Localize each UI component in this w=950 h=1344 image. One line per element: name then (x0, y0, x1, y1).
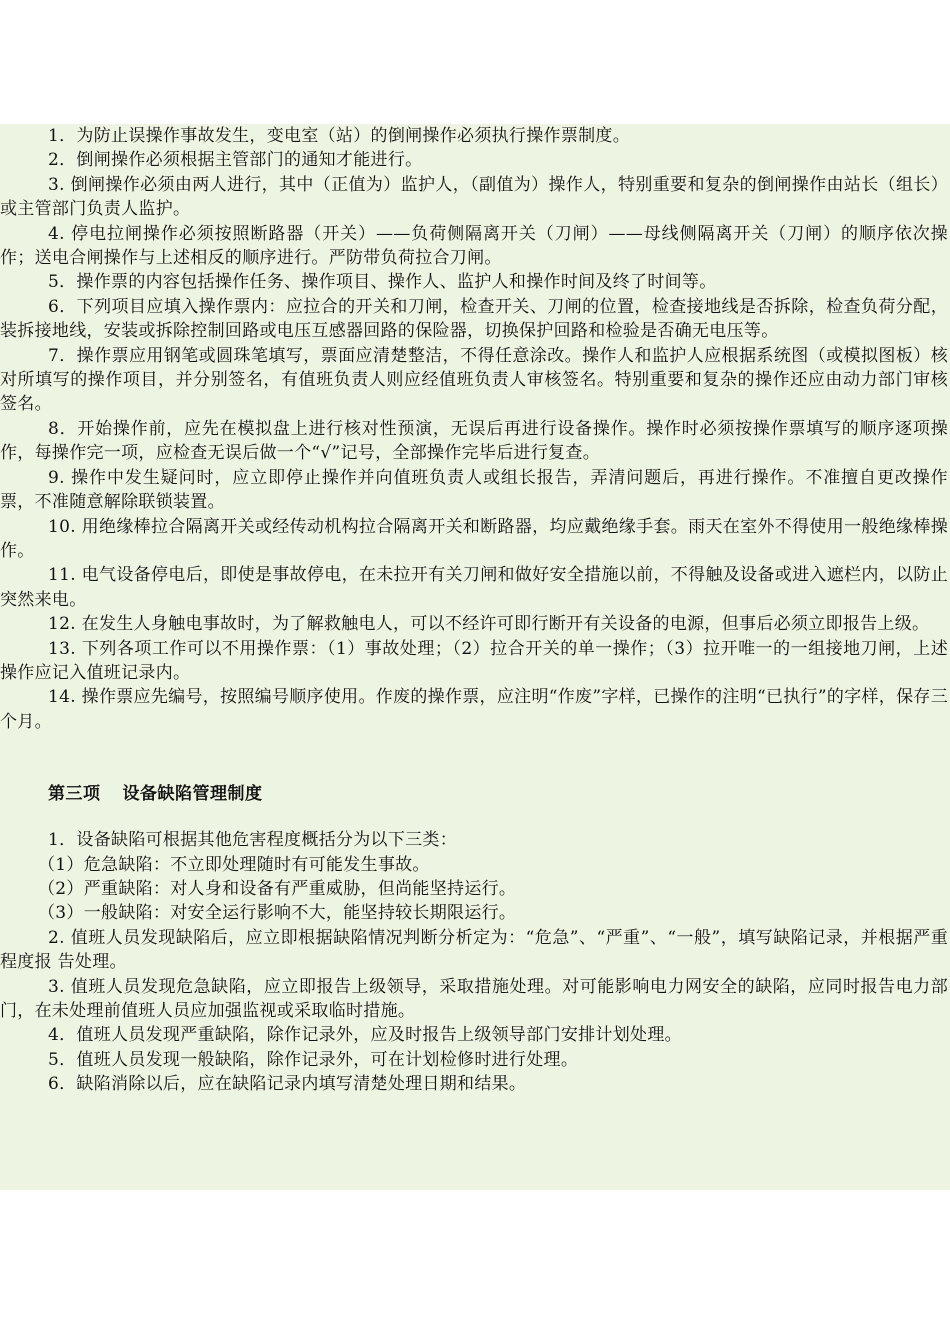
defect-category-critical: （1）危急缺陷：不立即处理随时有可能发生事故。 (38, 854, 430, 875)
rule-item-5: 5．操作票的内容包括操作任务、操作项目、操作人、监护人和操作时间及终了时间等。 (48, 272, 717, 293)
defect-item-3: 3. 值班人员发现危急缺陷，应立即报告上级领导，采取措施处理。对可能影响电力网安全的缺陷，应同时报告电力部门，在未处理前值班人员应加强监视或采取临时措施。 (0, 976, 948, 1021)
rule-item-3: 3. 倒闸操作必须由两人进行，其中（正值为）监护人，（副值为）操作人，特别重要和复杂的倒闸操作由站长（组长）或主管部门负责人监护。 (0, 174, 948, 220)
rule-item-8: 8．开始操作前，应先在模拟盘上进行核对性预演，无误后再进行设备操作。操作时必须按操作票填写的顺序逐项操作，每操作完一项，应检查无误后做一个“√”记号，全部操作完毕后进行复查。 (0, 418, 948, 464)
rule-item-7: 7．操作票应用钢笔或圆珠笔填写，票面应清楚整洁，不得任意涂改。操作人和监护人应根据系统图（或模拟图板）核对所填写的操作项目，并分别签名，有值班负责人则应经值班负责人审核签名。特别重要和复杂的操作还应由动力部门审核签名。 (0, 345, 948, 415)
rule-item-4: 4. 停电拉闸操作必须按照断路器（开关）——负荷侧隔离开关（刀闸）——母线侧隔离开关（刀闸）的顺序依次操作；送电合闸操作与上述相反的顺序进行。严防带负荷拉合刀闸。 (0, 223, 948, 269)
rule-item-12: 12. 在发生人身触电事故时，为了解救触电人，可以不经许可即行断开有关设备的电源，但事后必须立即报告上级。 (48, 614, 930, 635)
rule-item-14: 14. 操作票应先编号，按照编号顺序使用。作废的操作票，应注明“作废”字样，已操作的注明“已执行”的字样，保存三个月。 (0, 687, 949, 732)
rule-item-9: 9. 操作中发生疑问时，应立即停止操作并向值班负责人或组长报告，弄清问题后，再进行操作。不准擅自更改操作票，不准随意解除联锁装置。 (0, 467, 948, 513)
rule-item-1: 1．为防止误操作事故发生，变电室（站）的倒闸操作必须执行操作票制度。 (48, 126, 631, 146)
rule-item-10: 10. 用绝缘棒拉合隔离开关或经传动机构拉合隔离开关和断路器，均应戴绝缘手套。雨天在室外不得使用一般绝缘棒操作。 (0, 516, 948, 561)
defect-item-6: 6．缺陷消除以后，应在缺陷记录内填写清楚处理日期和结果。 (48, 1074, 527, 1095)
document-body (0, 124, 950, 1097)
defect-item-5: 5．值班人员发现一般缺陷，除作记录外，可在计划检修时进行处理。 (48, 1049, 579, 1070)
rule-item-13: 13. 下列各项工作可以不用操作票：（1）事故处理；（2）拉合开关的单一操作；（3）拉开唯一的一组接地刀闸，上述操作应记入值班记录内。 (0, 638, 948, 683)
defect-management-rules (0, 828, 950, 1096)
defect-item-4: 4．值班人员发现严重缺陷，除作记录外，应及时报告上级领导部门安排计划处理。 (48, 1025, 682, 1046)
section-title: 设备缺陷管理制度 (122, 784, 263, 805)
defect-intro: 1．设备缺陷可根据其他危害程度概括分为以下三类： (48, 830, 458, 851)
rule-item-6: 6．下列项目应填入操作票内：应拉合的开关和刀闸，检查开关、刀闸的位置，检查接地线是否拆除，检查负荷分配，装拆接地线，安装或拆除控制回路或电压互感器回路的保险器，切换保护回路和检验是否确无电压等。 (0, 296, 948, 342)
section-number: 第三项 (48, 784, 101, 805)
defect-category-serious: （2）严重缺陷：对人身和设备有严重威胁，但尚能坚持运行。 (38, 878, 517, 899)
defect-category-general: （3）一般缺陷：对安全运行影响不大，能坚持较长期限运行。 (38, 903, 517, 924)
rule-item-2: 2．倒闸操作必须根据主管部门的通知才能进行。 (48, 150, 423, 171)
defect-item-2: 2. 值班人员发现缺陷后，应立即根据缺陷情况判断分析定为：“危急”、“严重”、“一般”，填写缺陷记录，并根据严重程度报 告处理。 (0, 927, 948, 973)
section-heading (0, 734, 950, 828)
operation-ticket-rules (0, 124, 950, 734)
rule-item-11: 11. 电气设备停电后，即使是事故停电，在未拉开有关刀闸和做好安全措施以前，不得触及设备或进入遮栏内，以防止突然来电。 (0, 565, 948, 610)
